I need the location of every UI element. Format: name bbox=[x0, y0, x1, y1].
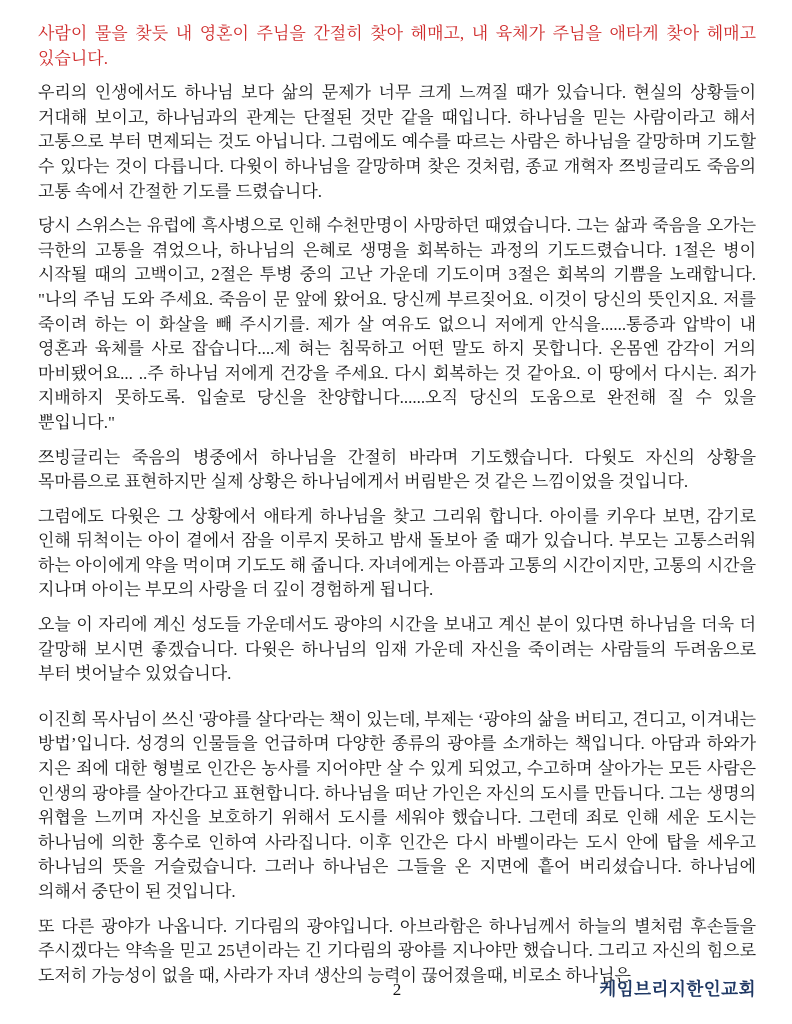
page-footer bbox=[38, 977, 756, 1002]
body-paragraph-3: 쯔빙글리는 죽음의 병중에서 하나님을 간절히 바라며 기도했습니다. 다윗도 자신의 상황을 목마름으로 표현하지만 실제 상황은 하나님에게서 버림받은 것 같은 느낌이었을 것입니다. bbox=[38, 447, 756, 492]
church-name: 케임브리지한인교회 bbox=[599, 979, 756, 999]
memory-verse: 사람이 물을 찾듯 내 영혼이 주님을 간절히 찾아 헤매고, 내 육체가 주님을 애타게 찾아 헤매고 있습니다. bbox=[38, 24, 756, 68]
body-paragraph-2: 당시 스위스는 유럽에 흑사병으로 인해 수천만명이 사망하던 때였습니다. 그는 삶과 죽음을 오가는 극한의 고통을 겪었으나, 하나님의 은혜로 생명을 회복하는 과정의 기도드렸습니다. 1절은 병이 시작될 때의 고백이고, 2절은 투병 중의 고난 가운데 기도이며 3절은 회복의 기쁨을 노래합니다. "나의 주님 도와 주세요. 죽음이 문 앞에 왔어요. 당신께 부르짖어요. 이것이 당신의 뜻인지요. 저를 죽이려 하는 이 화살을 빼 주시기를. 제가 살 여유도 없으니 저에게 안식을......통증과 압박이 내 영혼과 육체를 사로 잡습니다....제 혀는 침묵하고 어떤 말도 하지 못합니다. 온몸엔 감각이 거의 마비됐어요... ..주 하나님 저에게 건강을 주세요. 다시 회복하는 것 같아요. 이 땅에서 다시는. 죄가 지배하지 못하도록. 입술로 당신을 찬양합니다......오직 당신의 도움으로 완전해 질 수 있을 뿐입니다." bbox=[38, 216, 756, 432]
body-paragraph-7: 또 다른 광야가 나옵니다. 기다림의 광야입니다. 아브라함은 하나님께서 하늘의 별처럼 후손들을 주시겠다는 약속을 믿고 25년이라는 긴 기다림의 광야를 지나야만 했습니다. 그리고 자신의 힘으로 도저히 가능성이 없을 때, 사라가 자녀 생산의 능력이 끊어졌을때, 비로소 하나님은 bbox=[38, 916, 756, 985]
body-paragraph-5: 오늘 이 자리에 계신 성도들 가운데서도 광야의 시간을 보내고 계신 분이 있다면 하나님을 더욱 더 갈망해 보시면 좋겠습니다. 다윗은 하나님의 임재 가운데 자신을 죽이려는 사람들의 두려움으로 부터 벗어날수 있었습니다. bbox=[38, 615, 756, 684]
page-number: 2 bbox=[392, 980, 402, 999]
body-paragraph-1: 우리의 인생에서도 하나님 보다 삶의 문제가 너무 크게 느껴질 때가 있습니다. 현실의 상황들이 거대해 보이고, 하나님과의 관계는 단절된 것만 같을 때입니다. 하나님을 믿는 사람이라고 해서 고통으로 부터 면제되는 것도 아닙니다. 그럼에도 예수를 따르는 사람은 하나님을 갈망하며 기도할 수 있다는 것이 다릅니다. 다윗이 하나님을 갈망하며 찾은 것처럼, 종교 개혁자 쯔빙글리도 죽음의 고통 속에서 간절한 기도를 드렸습니다. bbox=[38, 83, 756, 201]
body-paragraph-6: 이진희 목사님이 쓰신 '광야를 살다'라는 책이 있는데, 부제는 ‘광야의 삶을 버티고, 견디고, 이겨내는 방법’입니다. 성경의 인물들을 언급하며 다양한 종류의 광야를 소개하는 책입니다. 아담과 하와가 지은 죄에 대한 형벌로 인간은 농사를 지어야만 살 수 있게 되었고, 수고하며 살아가는 모든 사람은 인생의 광야를 살아간다고 표현합니다. 하나님을 떠난 가인은 자신의 도시를 만듭니다. 그는 생명의 위협을 느끼며 자신을 보호하기 위해서 도시를 세워야 했습니다. 그런데 죄로 인해 세운 도시는 하나님에 의한 홍수로 인하여 사라집니다. 이후 인간은 다시 바벨이라는 도시 안에 탑을 세우고 하나님의 뜻을 거슬렀습니다. 그러나 하나님은 그들을 온 지면에 흩어 버리셨습니다. 하나님에 의해서 중단이 된 것입니다. bbox=[38, 709, 756, 901]
body-paragraph-4: 그럼에도 다윗은 그 상황에서 애타게 하나님을 찾고 그리워 합니다. 아이를 키우다 보면, 감기로 인해 뒤척이는 아이 곁에서 잠을 이루지 못하고 밤새 돌보아 줄 때가 있습니다. 부모는 고통스러워 하는 아이에게 약을 먹이며 기도도 해 줍니다. 자녀에게는 아픔과 고통의 시간이지만, 고통의 시간을 지나며 아이는 부모의 사랑을 더 깊이 경험하게 됩니다. bbox=[38, 506, 756, 600]
